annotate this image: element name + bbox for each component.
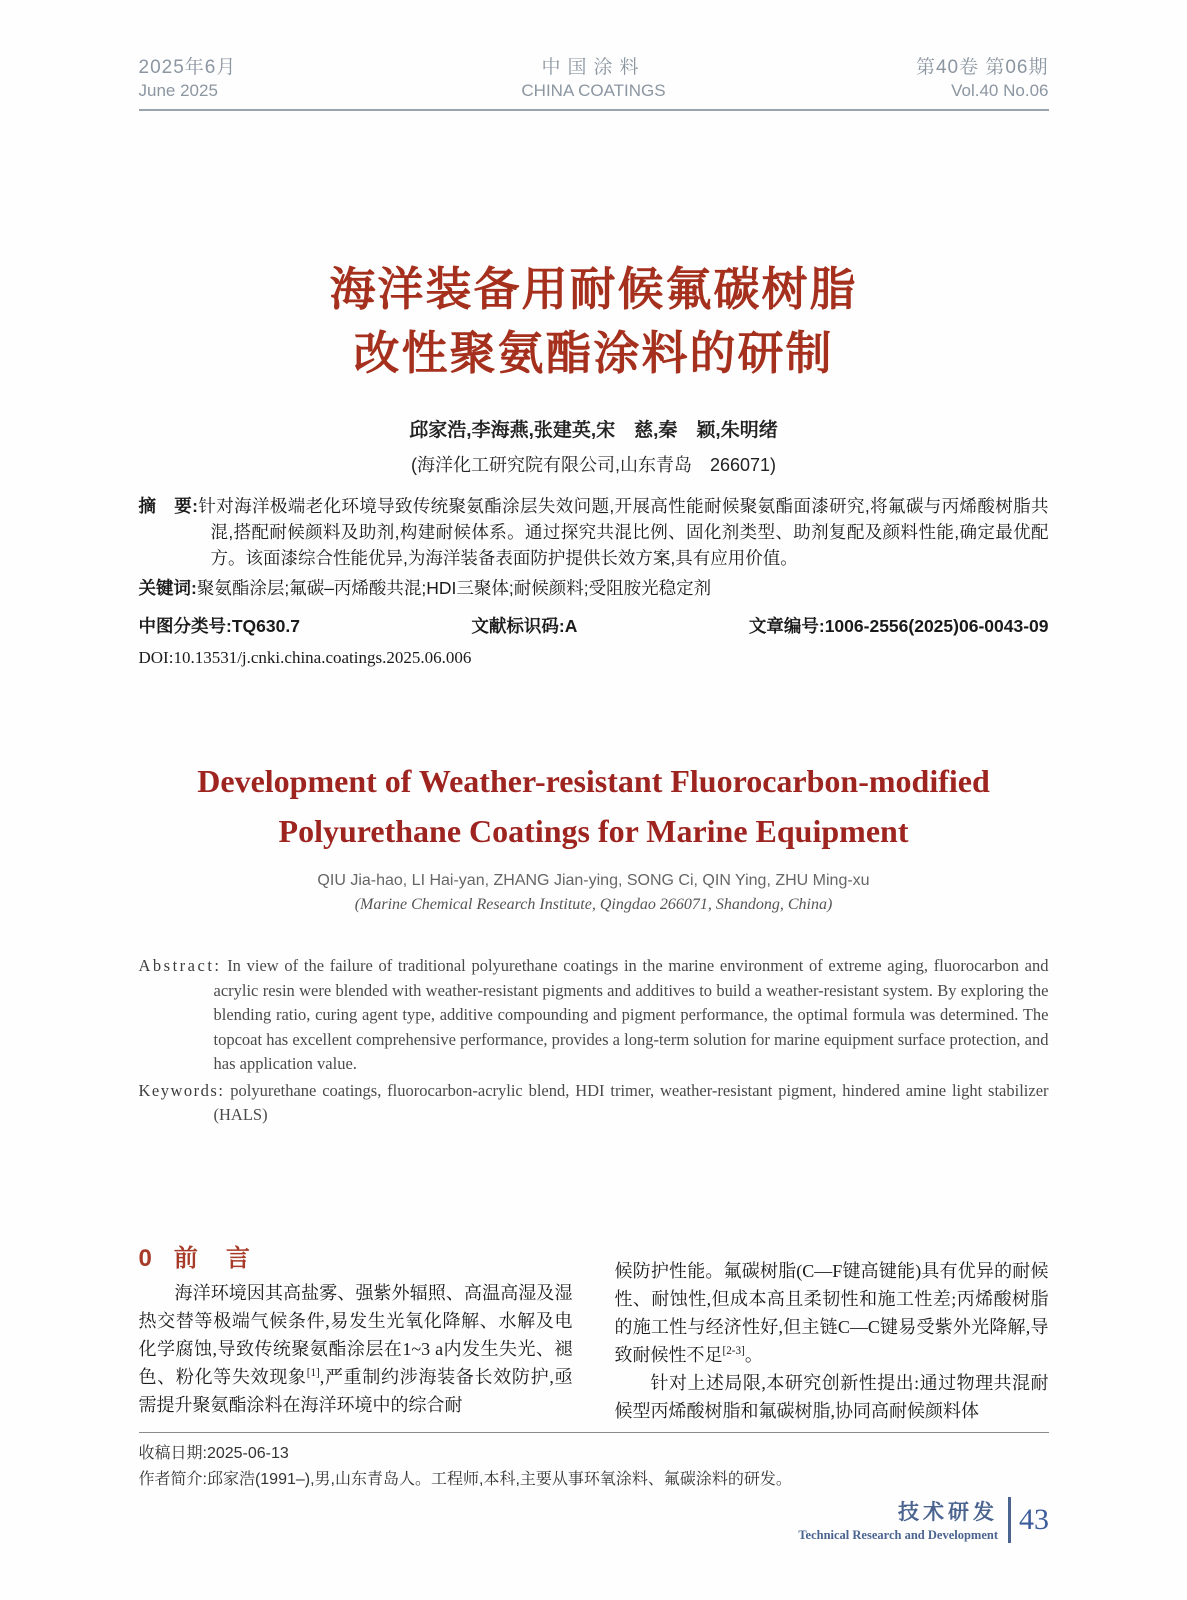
article-title-en-line1: Development of Weather-resistant Fluorocarbon-modified	[197, 763, 990, 800]
intro-p1-text: 海洋环境因其高盐雾、强紫外辐照、高温高湿及湿热交替等极端气候条件,易发生光氧化降解、水解及电化学腐蚀,导致传统聚氨酯涂层在1~3 a内发生失光、褪色、粉化等失效现象	[138, 1282, 573, 1387]
journal-issue-en: Vol.40 No.06	[951, 81, 1049, 101]
doi: DOI:10.13531/j.cnki.china.coatings.2025.06.006	[138, 648, 472, 668]
section-number: 0	[138, 1244, 152, 1272]
authors-cn: 邱家浩,李海燕,张建英,宋 慈,秦 颖,朱明绪	[409, 420, 778, 442]
intro-columns	[139, 1244, 1049, 1422]
intro-column-left	[139, 1244, 573, 1422]
article-title-cn-line2: 改性聚氨酯涂料的研制	[353, 327, 834, 380]
document-code	[471, 613, 577, 638]
footer-divider-bar	[1008, 1497, 1011, 1543]
received-date-value: 2025-06-13	[206, 1444, 289, 1462]
abstract-en	[139, 954, 1049, 1077]
abstract-body-en: In view of the failure of traditional polyurethane coatings in the marine environment of extreme aging, fluorocarbon and acrylic resin were blended with weather-resistant pigments and additives to build a weather-resistant system. By exploring the blending ratio, curing agent type, additive compounding and pigment performance, the optimal formula was determined. The topcoat has excellent comprehensive performance, provides a long-term solution for marine equipment surface protection, and has application value.	[213, 956, 1049, 1074]
article-title-cn	[139, 257, 1049, 385]
intro-p1-right-text: 候防护性能。氟碳树脂(C—F键高键能)具有优异的耐候性、耐蚀性,但成本高且柔韧性和施工性差;丙烯酸树脂的施工性与经济性好,但主链C—C键易受紫外光降解,导致耐候性不足	[614, 1260, 1049, 1365]
footer-section-labels	[798, 1496, 998, 1543]
citation-ref-2-3: [2-3]	[722, 1344, 745, 1357]
affiliation-en: (Marine Chemical Research Institute, Qingdao 266071, Shandong, China)	[354, 896, 833, 914]
clc-value: TQ630.7	[231, 616, 300, 637]
page-content	[139, 0, 1049, 1493]
journal-date-block	[139, 56, 442, 102]
intro-p1-text-cont: ,严重制约涉海装备长效防护,亟需提升聚氨酯涂料在海洋环境中的综合耐	[138, 1366, 573, 1415]
article-number-label: 文章编号:	[748, 616, 825, 637]
journal-issue-block	[745, 56, 1048, 102]
abstract-label-cn: 摘 要:	[138, 496, 198, 517]
clc-label: 中图分类号:	[138, 616, 232, 637]
authors-en: QIU Jia-hao, LI Hai-yan, ZHANG Jian-ying, SONG Ci, QIN Ying, ZHU Ming-xu	[317, 872, 870, 890]
journal-date-cn: 2025年6月	[138, 57, 237, 78]
abstract-text-cn: 针对海洋极端老化环境导致传统聚氨酯涂层失效问题,开展高性能耐候聚氨酯面漆研究,将氟碳与丙烯酸树脂共混,搭配耐候颜料及助剂,构建耐候体系。通过探究共混比例、固化剂类型、助剂复配及颜料性能,确定最优配方。该面漆综合性能优异,为海洋装备表面防护提供长效方案,具有应用价值。	[197, 496, 1049, 569]
page-number: 43	[1019, 1502, 1049, 1536]
keywords-en	[139, 1079, 1049, 1128]
keywords-label-cn: 关键词:	[138, 578, 197, 599]
intro-paragraph-1	[139, 1279, 573, 1419]
document-code-label: 文献标识码:	[471, 616, 565, 637]
journal-header	[139, 0, 1049, 111]
footer-section-en: Technical Research and Development	[798, 1528, 998, 1542]
author-bio-value: 邱家浩(1991–),男,山东青岛人。工程师,本科,主要从事环氧涂料、氟碳涂料的研发。	[206, 1470, 792, 1488]
article-number-value: 1006-2556(2025)06-0043-09	[824, 616, 1049, 637]
meta-row	[139, 613, 1049, 638]
intro-paragraph-1-continued	[615, 1257, 1049, 1369]
received-date	[139, 1441, 1049, 1467]
article-title-en	[139, 756, 1049, 856]
intro-column-right	[615, 1244, 1049, 1422]
journal-issue-cn: 第40卷 第06期	[915, 57, 1049, 78]
footer-section-cn: 技术研发	[898, 1501, 998, 1524]
article-number	[749, 613, 1049, 638]
intro-p1-right-end: 。	[744, 1344, 763, 1365]
author-bio	[139, 1467, 1049, 1493]
abstract-label-en: Abstract:	[138, 956, 222, 976]
article-title-en-line2: Polyurethane Coatings for Marine Equipment	[278, 813, 909, 850]
clc-number	[139, 613, 300, 638]
intro-paragraph-2: 针对上述局限,本研究创新性提出:通过物理共混耐候型丙烯酸树脂和氟碳树脂,协同高耐候颜料体	[614, 1372, 1049, 1421]
journal-date-en: June 2025	[138, 81, 218, 101]
section-heading	[139, 1244, 573, 1273]
keywords-label-en: Keywords:	[138, 1080, 225, 1100]
journal-name-block	[442, 56, 745, 102]
keywords-text-en: polyurethane coatings, fluorocarbon-acrylic blend, HDI trimer, weather-resistant pigment, hindered amine light stabilizer (HALS)	[213, 1080, 1049, 1125]
keywords-cn	[139, 575, 1049, 601]
section-title: 前 言	[173, 1244, 252, 1272]
affiliation-cn: (海洋化工研究院有限公司,山东青岛 266071)	[410, 455, 777, 476]
author-bio-label: 作者简介:	[138, 1470, 207, 1488]
page-footer	[798, 1496, 1049, 1543]
citation-ref-1: [1]	[306, 1366, 320, 1379]
received-date-label: 收稿日期:	[138, 1444, 207, 1462]
journal-name-en: CHINA COATINGS	[521, 81, 666, 101]
journal-name-cn: 中国涂料	[541, 57, 646, 78]
footnote	[139, 1433, 1049, 1493]
document-code-value: A	[564, 616, 578, 637]
article-title-cn-line1: 海洋装备用耐候氟碳树脂	[329, 263, 858, 316]
keywords-text-cn: 聚氨酯涂层;氟碳–丙烯酸共混;HDI三聚体;耐候颜料;受阻胺光稳定剂	[196, 578, 712, 599]
abstract-cn	[139, 493, 1049, 571]
